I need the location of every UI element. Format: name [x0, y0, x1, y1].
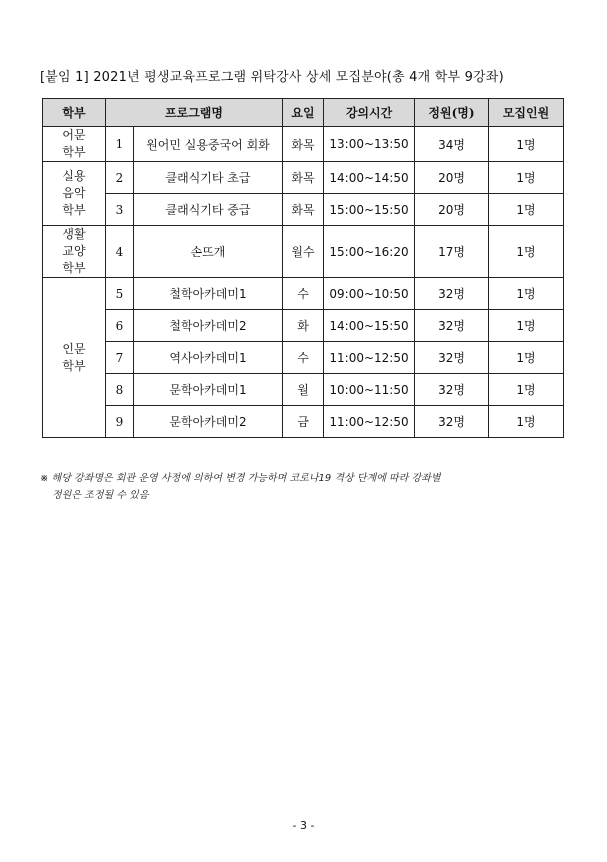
table-row	[43, 194, 564, 226]
table-row	[43, 374, 564, 406]
program-cell: 문학아카데미1	[134, 374, 283, 406]
recruit-cell: 1명	[489, 406, 564, 438]
recruit-cell: 1명	[489, 278, 564, 310]
day-cell: 화	[283, 310, 324, 342]
day-cell: 화목	[283, 127, 324, 162]
page-title: [붙임 1] 2021년 평생교육프로그램 위탁강사 상세 모집분야(총 4개 학부 9강좌)	[40, 70, 504, 85]
program-cell: 원어민 실용중국어 회화	[134, 127, 283, 162]
row-number-cell: 6	[106, 310, 134, 342]
header-recruit: 모집인원	[489, 99, 564, 127]
recruit-cell: 1명	[489, 374, 564, 406]
capacity-cell: 34명	[415, 127, 489, 162]
table-row	[43, 226, 564, 278]
recruit-cell: 1명	[489, 342, 564, 374]
row-number-cell: 9	[106, 406, 134, 438]
recruit-cell: 1명	[489, 127, 564, 162]
capacity-cell: 20명	[415, 162, 489, 194]
row-number-cell: 2	[106, 162, 134, 194]
program-cell: 클래식기타 초급	[134, 162, 283, 194]
table-row	[43, 278, 564, 310]
table-header-row	[43, 99, 564, 127]
capacity-cell: 32명	[415, 310, 489, 342]
day-cell: 월	[283, 374, 324, 406]
header-dept: 학부	[43, 99, 106, 127]
recruit-cell: 1명	[489, 310, 564, 342]
dept-cell: 생활 교양 학부	[43, 226, 106, 278]
capacity-cell: 32명	[415, 406, 489, 438]
program-cell: 철학아카데미2	[134, 310, 283, 342]
header-time: 강의시간	[324, 99, 415, 127]
table-row	[43, 406, 564, 438]
row-number-cell: 7	[106, 342, 134, 374]
table-row	[43, 310, 564, 342]
row-number-cell: 3	[106, 194, 134, 226]
time-cell: 11:00~12:50	[324, 406, 415, 438]
header-capacity: 정원(명)	[415, 99, 489, 127]
dept-cell: 어문 학부	[43, 127, 106, 162]
row-number-cell: 1	[106, 127, 134, 162]
capacity-cell: 20명	[415, 194, 489, 226]
table-row	[43, 342, 564, 374]
dept-cell: 인문 학부	[43, 278, 106, 438]
day-cell: 화목	[283, 194, 324, 226]
program-cell: 손뜨개	[134, 226, 283, 278]
time-cell: 15:00~15:50	[324, 194, 415, 226]
time-cell: 10:00~11:50	[324, 374, 415, 406]
recruit-cell: 1명	[489, 162, 564, 194]
time-cell: 15:00~16:20	[324, 226, 415, 278]
program-cell: 역사아카데미1	[134, 342, 283, 374]
program-cell: 클래식기타 중급	[134, 194, 283, 226]
time-cell: 14:00~15:50	[324, 310, 415, 342]
time-cell: 11:00~12:50	[324, 342, 415, 374]
row-number-cell: 8	[106, 374, 134, 406]
row-number-cell: 4	[106, 226, 134, 278]
header-day: 요일	[283, 99, 324, 127]
capacity-cell: 32명	[415, 374, 489, 406]
day-cell: 금	[283, 406, 324, 438]
time-cell: 14:00~14:50	[324, 162, 415, 194]
time-cell: 13:00~13:50	[324, 127, 415, 162]
recruit-cell: 1명	[489, 226, 564, 278]
capacity-cell: 17명	[415, 226, 489, 278]
footnote	[40, 470, 560, 504]
header-program: 프로그램명	[106, 99, 283, 127]
table-row	[43, 127, 564, 162]
footnote-line-1: ※ 해당 강좌명은 회관 운영 사정에 의하여 변경 가능하며 코로나19 격상 단계에 따라 강좌별	[40, 473, 441, 484]
footnote-line-2: 정원은 조정될 수 있음	[52, 490, 149, 501]
day-cell: 수	[283, 342, 324, 374]
day-cell: 화목	[283, 162, 324, 194]
capacity-cell: 32명	[415, 342, 489, 374]
dept-cell: 실용 음악 학부	[43, 162, 106, 226]
capacity-cell: 32명	[415, 278, 489, 310]
page-number: - 3 -	[292, 819, 315, 832]
day-cell: 월수	[283, 226, 324, 278]
table-row	[43, 162, 564, 194]
program-cell: 철학아카데미1	[134, 278, 283, 310]
program-cell: 문학아카데미2	[134, 406, 283, 438]
recruit-cell: 1명	[489, 194, 564, 226]
recruitment-table	[42, 98, 564, 438]
day-cell: 수	[283, 278, 324, 310]
time-cell: 09:00~10:50	[324, 278, 415, 310]
row-number-cell: 5	[106, 278, 134, 310]
